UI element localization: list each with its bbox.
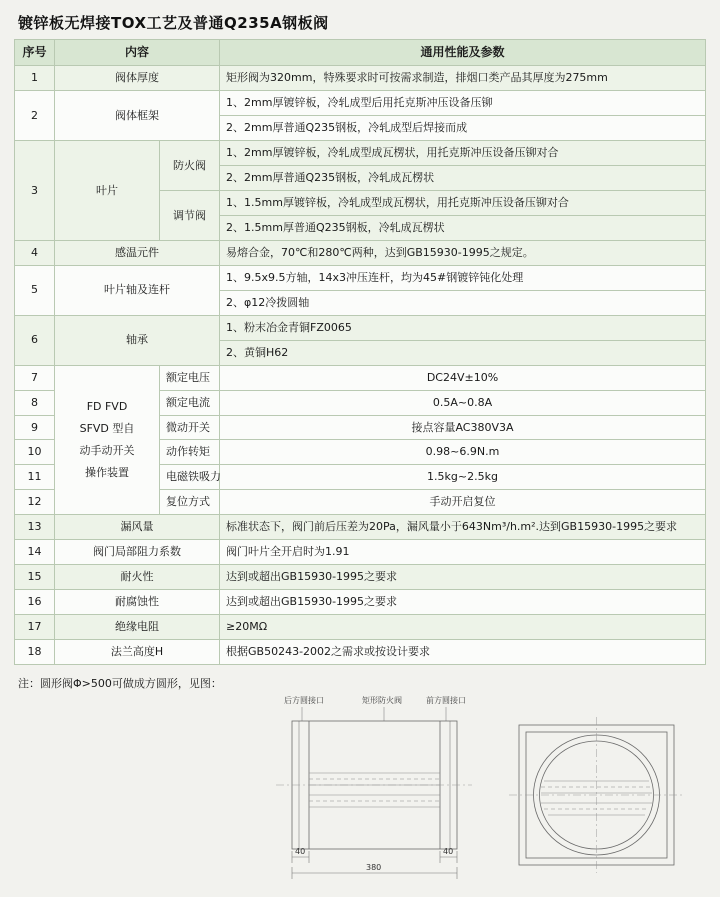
- row-value: 2、2mm厚普通Q235钢板，冷轧成瓦楞状: [220, 166, 706, 191]
- table-row: [15, 565, 706, 590]
- row-no: 16: [15, 590, 55, 615]
- row-item: 法兰高度H: [55, 639, 220, 664]
- table-header-row: [15, 40, 706, 66]
- row-no: 13: [15, 515, 55, 540]
- row-item: 耐火性: [55, 565, 220, 590]
- row-subitem: 微动开关: [160, 415, 220, 440]
- row-item: 阀体厚度: [55, 66, 220, 91]
- dim-right: 40: [443, 846, 454, 856]
- row-item: 耐腐蚀性: [55, 590, 220, 615]
- row-subitem: 额定电流: [160, 390, 220, 415]
- row-value: 0.98~6.9N.m: [220, 440, 706, 465]
- row-value: 达到或超出GB15930-1995之要求: [220, 565, 706, 590]
- row-value: 阀门叶片全开启时为1.91: [220, 540, 706, 565]
- label-rect-damper: 矩形防火阀: [362, 695, 402, 705]
- row-subitem: 额定电压: [160, 365, 220, 390]
- row-no: 10: [15, 440, 55, 465]
- table-row: [15, 515, 706, 540]
- table-row: [15, 91, 706, 116]
- row-subitem: 防火阀: [160, 141, 220, 191]
- table-row: [15, 66, 706, 91]
- device-item-line: 动手动开关: [79, 443, 135, 457]
- row-value: 2、φ12冷拨圆轴: [220, 290, 706, 315]
- page-title: 镀锌板无焊接TOX工艺及普通Q235A钢板阀: [18, 14, 329, 32]
- row-value: 1、粉末冶金青铜FZ0065: [220, 315, 706, 340]
- row-value: 标准状态下，阀门前后压差为20Pa，漏风量小于643Nm³/h.m².达到GB15930-1995之要求: [220, 515, 706, 540]
- figure-drawings: [14, 695, 706, 885]
- row-no: 17: [15, 615, 55, 640]
- row-no: 7: [15, 365, 55, 390]
- row-item: 阀门局部阻力系数: [55, 540, 220, 565]
- device-item-line: FD FVD: [86, 399, 128, 413]
- table-row: [15, 615, 706, 640]
- label-front-flange: 前方圆接口: [426, 695, 466, 705]
- row-value: 达到或超出GB15930-1995之要求: [220, 590, 706, 615]
- row-item: 绝缘电阻: [55, 615, 220, 640]
- row-no: 2: [15, 91, 55, 141]
- dim-left: 40: [295, 846, 306, 856]
- figure-area: [14, 695, 706, 885]
- row-value: 1、2mm厚镀锌板，冷轧成型成瓦楞状，用托克斯冲压设备压铆对合: [220, 141, 706, 166]
- header-params: 通用性能及参数: [220, 40, 706, 66]
- table-row: [15, 590, 706, 615]
- header-no: 序号: [15, 40, 55, 66]
- row-value: 2、黄铜H62: [220, 340, 706, 365]
- row-item: 感温元件: [55, 240, 220, 265]
- row-value: 1、2mm厚镀锌板，冷轧成型后用托克斯冲压设备压铆: [220, 91, 706, 116]
- row-no: 3: [15, 141, 55, 241]
- row-item: 叶片: [55, 141, 160, 241]
- row-no: 6: [15, 315, 55, 365]
- figure-note: 注：圆形阀Φ>500可做成方圆形，见图：: [18, 676, 222, 690]
- table-row: [15, 315, 706, 340]
- row-value: 2、2mm厚普通Q235钢板，冷轧成型后焊接而成: [220, 116, 706, 141]
- header-item: 内容: [55, 40, 220, 66]
- row-value: 1、1.5mm厚镀锌板，冷轧成型成瓦楞状，用托克斯冲压设备压铆对合: [220, 191, 706, 216]
- table-row: [15, 265, 706, 290]
- row-value: 2、1.5mm厚普通Q235钢板，冷轧成瓦楞状: [220, 216, 706, 241]
- row-subitem: 动作转矩: [160, 440, 220, 465]
- label-rear-flange: 后方圆接口: [284, 695, 324, 705]
- row-item: [55, 365, 160, 515]
- row-subitem: 复位方式: [160, 490, 220, 515]
- dim-width: 380: [366, 862, 382, 872]
- row-no: 1: [15, 66, 55, 91]
- row-subitem: 电磁铁吸力: [160, 465, 220, 490]
- row-no: 8: [15, 390, 55, 415]
- table-row: [15, 141, 706, 166]
- row-value: 易熔合金，70℃和280℃两种，达到GB15930-1995之规定。: [220, 240, 706, 265]
- row-no: 14: [15, 540, 55, 565]
- row-value: 矩形阀为320mm，特殊要求时可按需求制造，排烟口类产品其厚度为275mm: [220, 66, 706, 91]
- row-value: DC24V±10%: [220, 365, 706, 390]
- row-no: 9: [15, 415, 55, 440]
- row-no: 4: [15, 240, 55, 265]
- row-item: 轴承: [55, 315, 220, 365]
- row-value: ≥20MΩ: [220, 615, 706, 640]
- row-value: 根据GB50243-2002之需求或按设计要求: [220, 639, 706, 664]
- row-value: 0.5A~0.8A: [220, 390, 706, 415]
- row-no: 11: [15, 465, 55, 490]
- row-value: 1、9.5x9.5方轴，14x3冲压连杆，均为45#钢镀锌钝化处理: [220, 265, 706, 290]
- row-item: 漏风量: [55, 515, 220, 540]
- table-row: [15, 240, 706, 265]
- row-value: 接点容量AC380V3A: [220, 415, 706, 440]
- row-no: 18: [15, 639, 55, 664]
- table-row: [15, 639, 706, 664]
- row-subitem: 调节阀: [160, 191, 220, 241]
- row-value: 1.5kg~2.5kg: [220, 465, 706, 490]
- row-no: 15: [15, 565, 55, 590]
- row-no: 12: [15, 490, 55, 515]
- row-item: 叶片轴及连杆: [55, 265, 220, 315]
- row-value: 手动开启复位: [220, 490, 706, 515]
- row-no: 5: [15, 265, 55, 315]
- table-row: [15, 540, 706, 565]
- device-item-line: 操作装置: [85, 465, 129, 479]
- table-row: [15, 365, 706, 390]
- specification-table: [14, 39, 706, 665]
- device-item-line: SFVD 型自: [79, 421, 135, 435]
- row-item: 阀体框架: [55, 91, 220, 141]
